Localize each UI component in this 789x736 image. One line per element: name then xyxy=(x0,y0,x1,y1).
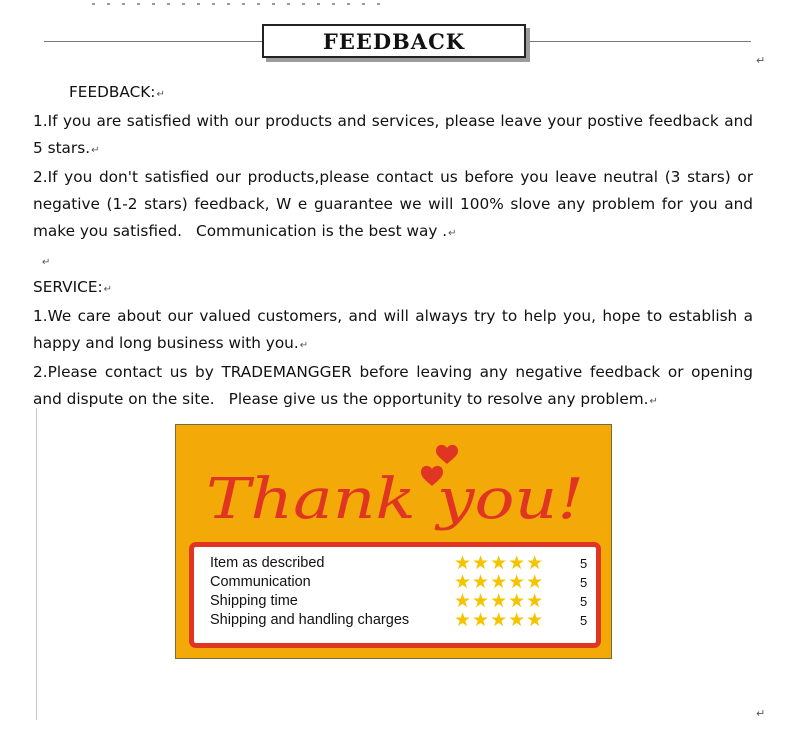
paragraph-mark-icon: ↵ xyxy=(42,257,51,268)
ratings-panel xyxy=(189,542,601,648)
service-heading: SERVICE:↵ xyxy=(33,278,113,296)
page-title: FEEDBACK xyxy=(322,28,466,54)
rating-label: Item as described xyxy=(210,555,325,571)
paragraph-mark-icon: ↵ xyxy=(756,707,766,720)
faded-top-text xyxy=(92,3,412,9)
thank-you-text: Thank you! xyxy=(206,467,584,532)
paragraph-mark-icon: ↵ xyxy=(156,89,165,100)
star-rating-icon: ★★★★★ xyxy=(454,610,545,631)
feedback-paragraph-2: 2.If you don't satisfied our products,please contact us before you leave neutral (3 stars) or negative (1-2 stars) feedback, W e guarantee we will 100% slove any problem for you and make you satisfied. Communication is the best way .↵ xyxy=(33,168,753,240)
service-paragraph-1: 1.We care about our valued customers, and will always try to help you, hope to establish a happy and long business with you.↵ xyxy=(33,307,753,352)
feedback-paragraph-1: 1.If you are satisfied with our products and services, please leave your postive feedback and 5 stars.↵ xyxy=(33,112,753,157)
rating-label: Shipping time xyxy=(210,593,298,609)
feedback-title-box xyxy=(262,24,526,58)
feedback-heading: FEEDBACK:↵ xyxy=(69,83,165,101)
rating-score: 5 xyxy=(580,594,588,609)
rating-label: Communication xyxy=(210,574,311,590)
thank-you-headline-graphic xyxy=(176,425,613,545)
rating-label: Shipping and handling charges xyxy=(210,612,410,628)
document-body xyxy=(33,79,753,415)
rating-score: 5 xyxy=(580,613,588,628)
paragraph-mark-icon: ↵ xyxy=(103,284,113,295)
rating-score: 5 xyxy=(580,556,588,571)
thank-you-card xyxy=(175,424,612,659)
star-rating-icon: ★★★★★ xyxy=(454,591,545,612)
paragraph-mark-icon: ↵ xyxy=(91,145,100,156)
star-rating-icon: ★★★★★ xyxy=(454,572,545,593)
heart-icon xyxy=(436,445,458,464)
paragraph-mark-icon: ↵ xyxy=(448,228,457,239)
rating-score: 5 xyxy=(580,575,588,590)
paragraph-mark-icon: ↵ xyxy=(756,54,766,67)
empty-line xyxy=(33,247,753,274)
margin-guide-line xyxy=(36,408,37,720)
paragraph-mark-icon: ↵ xyxy=(649,396,658,407)
paragraph-mark-icon: ↵ xyxy=(299,340,309,351)
service-paragraph-2: 2.Please contact us by TRADEMANGGER before leaving any negative feedback or opening and dispute on the site. Please give us the opportunity to resolve any problem.↵ xyxy=(33,363,753,408)
star-rating-icon: ★★★★★ xyxy=(454,553,545,574)
rating-row-shipping-handling xyxy=(210,612,592,631)
